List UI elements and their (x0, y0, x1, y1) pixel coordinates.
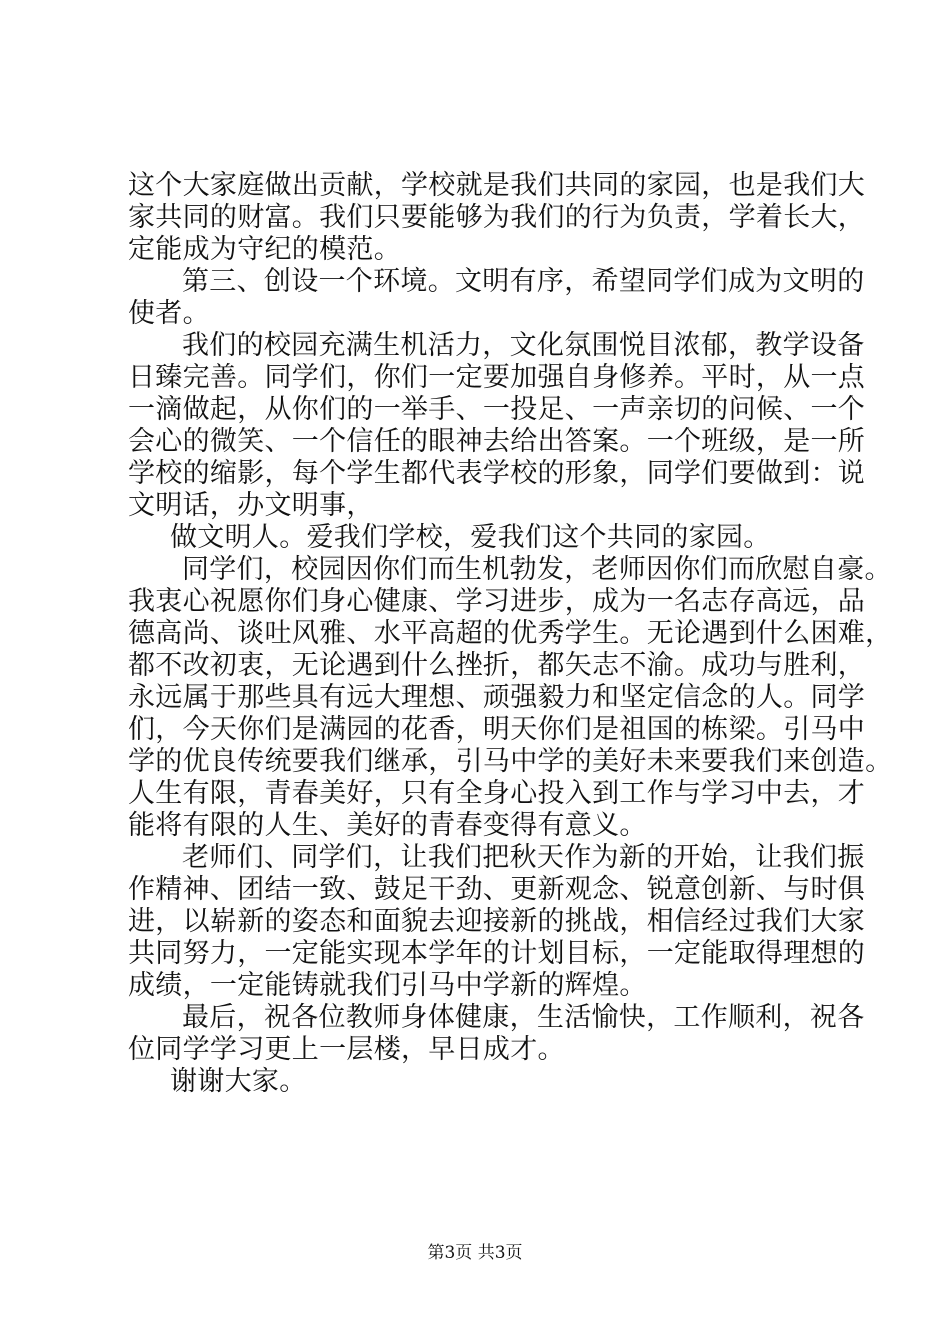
text-line: 学的优良传统要我们继承，引马中学的美好未来要我们来创造。 (128, 746, 893, 777)
text-line: 成绩，一定能铸就我们引马中学新的辉煌。 (128, 970, 647, 1001)
text-line: 我们的校园充满生机活力，文化氛围悦目浓郁，教学设备 (182, 330, 865, 361)
text-line: 德高尚、谈吐风雅、水平高超的优秀学生。无论遇到什么困难， (128, 618, 893, 649)
text-line: 学校的缩影，每个学生都代表学校的形象，同学们要做到：说 (128, 458, 866, 489)
text-line: 永远属于那些具有远大理想、顽强毅力和坚定信念的人。同学 (128, 682, 866, 713)
text-line: 会心的微笑、一个信任的眼神去给出答案。一个班级，是一所 (128, 426, 866, 457)
document-body (128, 170, 893, 1098)
text-line: 作精神、团结一致、鼓足干劲、更新观念、锐意创新、与时俱 (128, 874, 866, 905)
text-line: 共同努力，一定能实现本学年的计划目标，一定能取得理想的 (128, 938, 866, 969)
text-line: 日臻完善。同学们，你们一定要加强自身修养。平时，从一点 (128, 362, 866, 393)
text-line: 们，今天你们是满园的花香，明天你们是祖国的栋梁。引马中 (128, 714, 866, 745)
text-line: 同学们，校园因你们而生机勃发，老师因你们而欣慰自豪。 (182, 554, 892, 585)
text-line: 老师们、同学们，让我们把秋天作为新的开始，让我们振 (182, 842, 865, 873)
text-line: 位同学学习更上一层楼，早日成才。 (128, 1034, 565, 1065)
text-line: 一滴做起，从你们的一举手、一投足、一声亲切的问候、一个 (128, 394, 866, 425)
text-line: 这个大家庭做出贡献，学校就是我们共同的家园，也是我们大 (128, 170, 866, 201)
text-line: 第三、创设一个环境。文明有序，希望同学们成为文明的 (182, 266, 865, 297)
text-line: 最后，祝各位教师身体健康，生活愉快，工作顺利，祝各 (182, 1002, 865, 1033)
text-line: 进，以崭新的姿态和面貌去迎接新的挑战，相信经过我们大家 (128, 906, 866, 937)
text-line: 能将有限的人生、美好的青春变得有意义。 (128, 810, 647, 841)
page-number-footer: 第3页 共3页 (427, 1243, 523, 1263)
text-line: 家共同的财富。我们只要能够为我们的行为负责，学着长大， (128, 202, 866, 233)
text-line: 做文明人。爱我们学校，爱我们这个共同的家园。 (170, 522, 771, 553)
text-line: 文明话，办文明事， (128, 490, 374, 521)
text-line: 人生有限，青春美好，只有全身心投入到工作与学习中去，才 (128, 778, 866, 809)
text-line: 都不改初衷，无论遇到什么挫折，都矢志不渝。成功与胜利， (128, 650, 866, 681)
text-line: 谢谢大家。 (170, 1066, 307, 1097)
text-line: 我衷心祝愿你们身心健康、学习进步，成为一名志存高远，品 (128, 586, 866, 617)
text-line: 使者。 (128, 298, 210, 329)
text-line: 定能成为守纪的模范。 (128, 234, 401, 265)
